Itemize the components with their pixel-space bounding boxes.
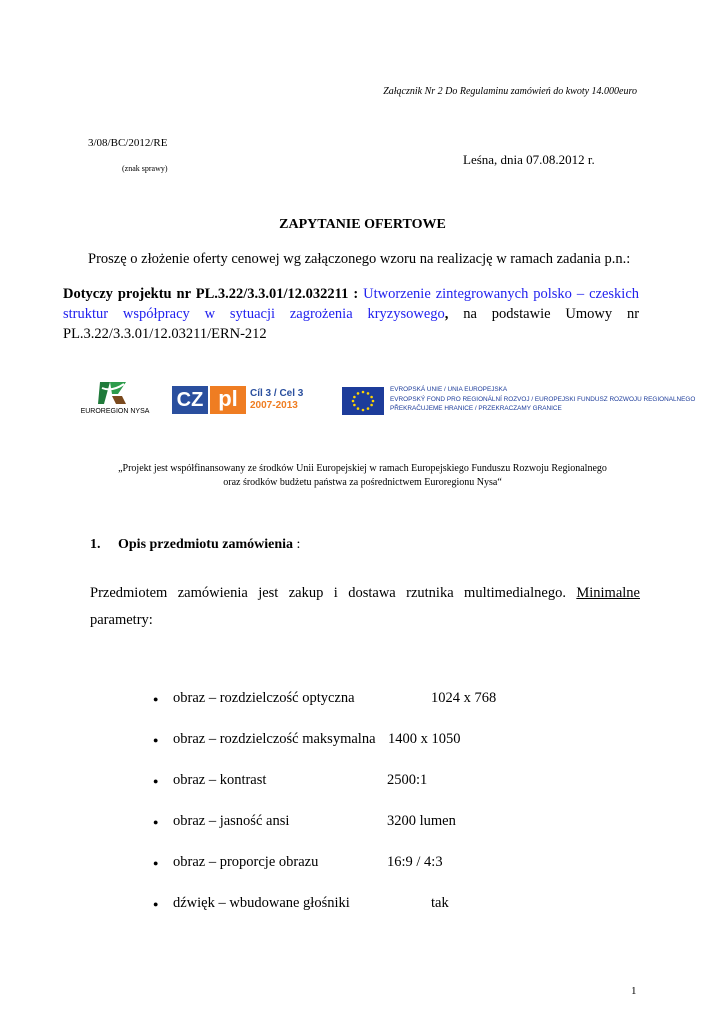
bullet-icon: ● — [153, 694, 159, 704]
case-number: 3/08/BC/2012/RE — [88, 137, 168, 149]
document-title: ZAPYTANIE OFERTOWE — [279, 217, 446, 232]
spec-item — [153, 895, 633, 915]
eu-text-line2: EVROPSKÝ FOND PRO REGIONÁLNÍ ROZVOJ / EUROPEJSKI FUNDUSZ ROZWOJU REGIONALNEGO — [390, 395, 696, 403]
description-text: Przedmiotem zamówienia jest zakup i dostawa rzutnika multimedialnego. — [90, 585, 577, 601]
spec-label: dźwięk – wbudowane głośniki — [173, 895, 350, 911]
annex-note: Załącznik Nr 2 Do Regulaminu zamówień do kwoty 14.000euro — [383, 86, 637, 97]
spec-value: 1400 x 1050 — [388, 731, 461, 747]
spec-value: 16:9 / 4:3 — [387, 854, 443, 870]
section-heading — [90, 537, 300, 553]
case-number-label: (znak sprawy) — [122, 164, 168, 173]
spec-item — [153, 731, 633, 751]
spec-label: obraz – rozdzielczość maksymalna — [173, 731, 376, 747]
eu-text-line3: PŘEKRAČUJEME HRANICE / PRZEKRACZAMY GRANICE — [390, 405, 562, 412]
spec-label: obraz – rozdzielczość optyczna — [173, 690, 355, 706]
cofunding-line1: „Projekt jest współfinansowany ze środków Unii Europejskiej w ramach Europejskiego Funduszu Rozwoju Regionalnego — [118, 463, 607, 474]
spec-label: obraz – proporcje obrazu — [173, 854, 319, 870]
bullet-icon: ● — [153, 858, 159, 868]
project-paragraph — [63, 284, 639, 344]
bullet-icon: ● — [153, 776, 159, 786]
cofunding-line2: oraz środków budżetu państwa za pośrednictwem Euroregionu Nysa“ — [223, 477, 502, 488]
euroregion-nysa-logo-icon — [96, 378, 130, 408]
spec-label: obraz – kontrast — [173, 772, 267, 788]
spec-value: 1024 x 768 — [431, 690, 497, 706]
spec-item — [153, 690, 633, 710]
description-text-end: parametry: — [90, 612, 153, 628]
spec-item — [153, 772, 633, 792]
request-text: Proszę o złożenie oferty cenowej wg załączonego wzoru na realizację w ramach zadania p.n.: — [88, 251, 631, 267]
place-and-date: Leśna, dnia 07.08.2012 r. — [463, 152, 595, 167]
section-number: 1. — [90, 537, 101, 552]
logos-strip — [80, 378, 696, 420]
project-comma: , — [444, 306, 449, 322]
section-colon: : — [293, 537, 301, 552]
cofunding-note — [0, 462, 725, 490]
czpl-logo-cz: CZ — [172, 386, 208, 414]
spec-value: 3200 lumen — [387, 813, 456, 829]
euroregion-caption: EUROREGION NYSA — [80, 408, 150, 415]
spec-value: 2500:1 — [387, 772, 428, 788]
spec-item — [153, 813, 633, 833]
spec-value: tak — [431, 895, 449, 911]
eu-text — [390, 385, 695, 414]
spec-label: obraz – jasność ansi — [173, 813, 290, 829]
project-name: Utworzenie zintegrowanych polsko – czeskich struktur współpracy w sytuacji zagrożenia kryzysowego — [63, 286, 640, 322]
description-paragraph — [90, 580, 640, 634]
czpl-goal-line2: 2007-2013 — [250, 400, 298, 411]
section-title: Opis przedmiotu zamówienia — [118, 537, 293, 552]
czpl-goal-text — [250, 388, 303, 412]
project-number: Dotyczy projektu nr PL.3.22/3.3.01/12.032211 : — [63, 286, 359, 302]
eu-text-line1: EVROPSKÁ UNIE / UNIA EUROPEJSKA — [390, 386, 508, 393]
bullet-icon: ● — [153, 899, 159, 909]
eu-flag-icon — [342, 387, 384, 415]
bullet-icon: ● — [153, 817, 159, 827]
page-number: 1 — [631, 985, 637, 997]
project-agreement: na podstawie Umowy nr PL.3.22/3.3.01/12.03211/ERN-212 — [63, 306, 640, 342]
czpl-logo-pl: pl — [210, 386, 246, 414]
czpl-goal-line1: Cíl 3 / Cel 3 — [250, 388, 304, 399]
spec-item — [153, 854, 633, 874]
description-underlined: Minimalne — [576, 585, 640, 601]
bullet-icon: ● — [153, 735, 159, 745]
